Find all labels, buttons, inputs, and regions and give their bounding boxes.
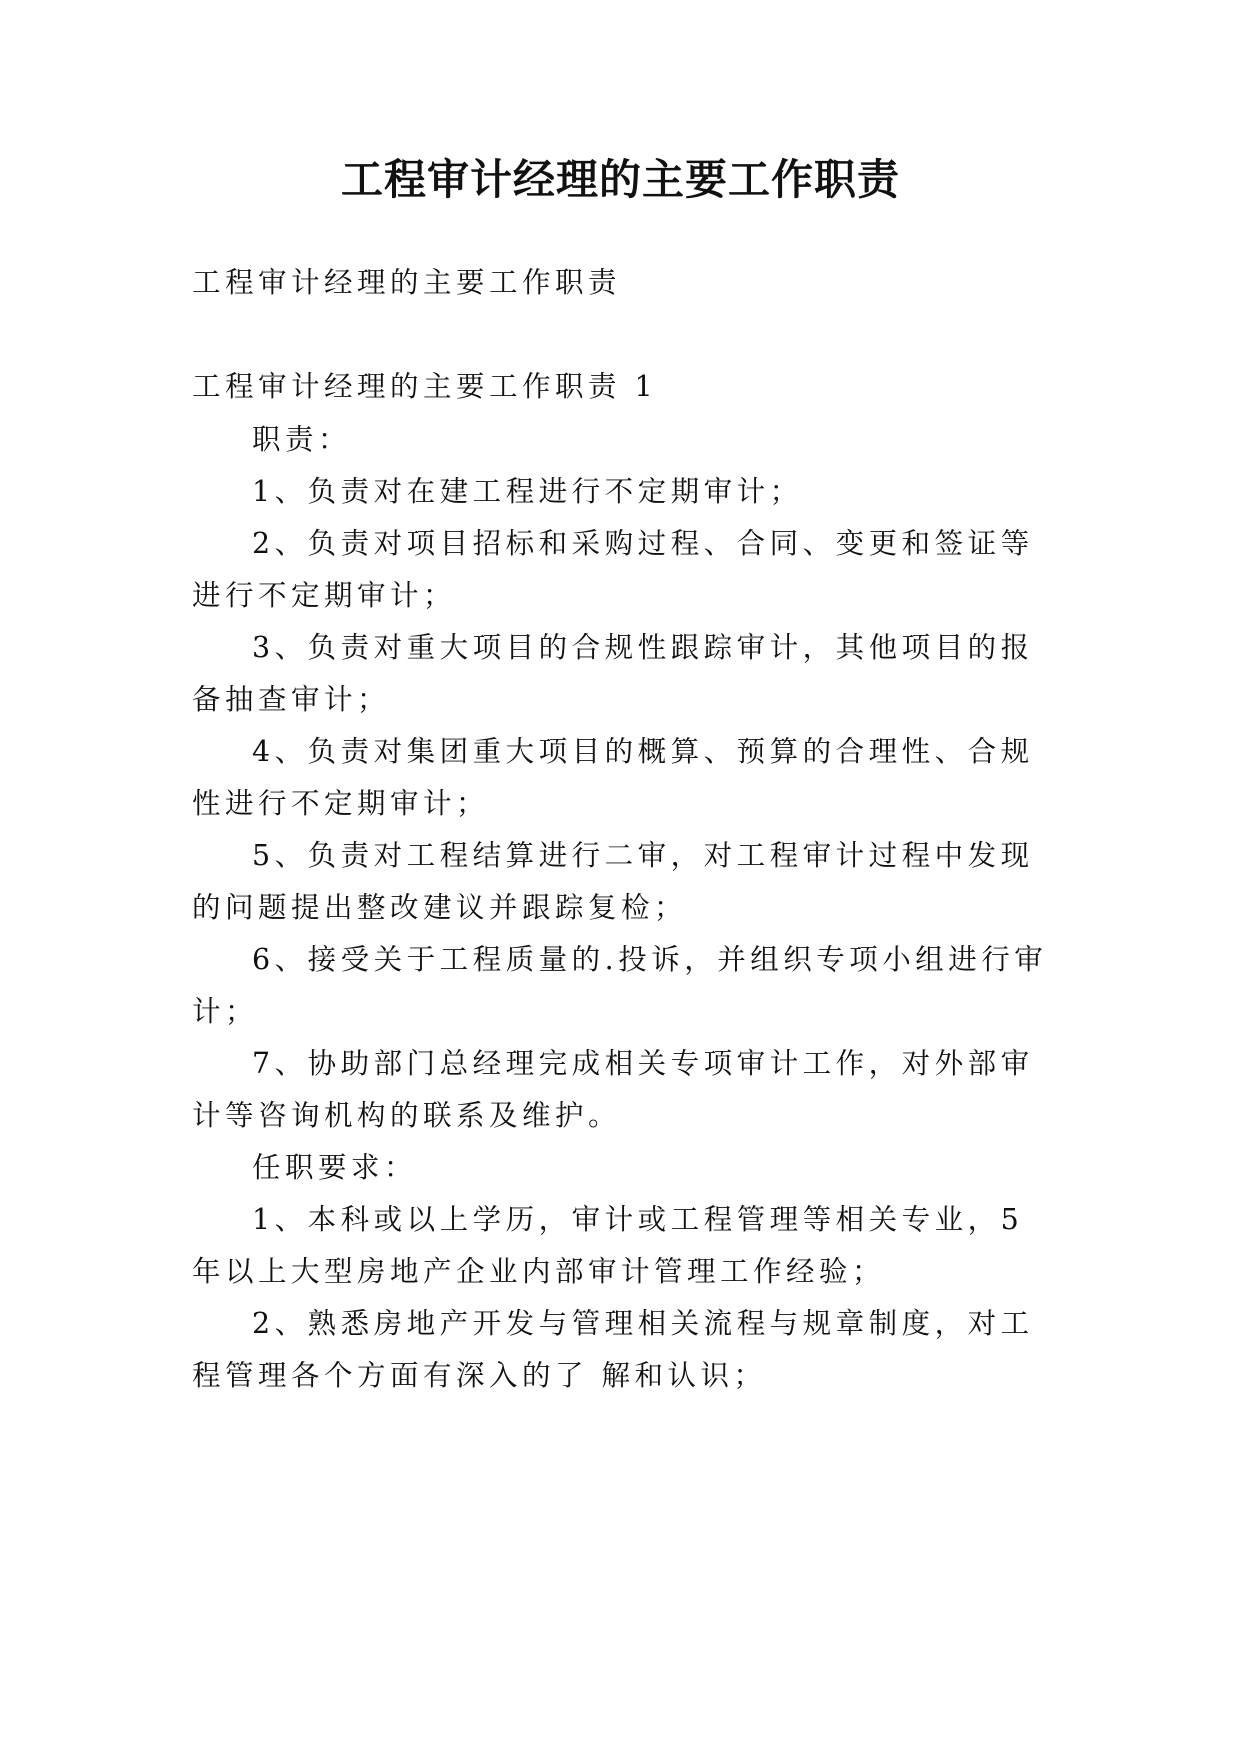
duty-line: 性进行不定期审计； — [192, 787, 490, 820]
duty-line: 5、负责对工程结算进行二审，对工程审计过程中发现 — [252, 839, 1034, 872]
duty-line: 7、协助部门总经理完成相关专项审计工作，对外部审 — [252, 1047, 1034, 1080]
duty-line: 计； — [192, 995, 259, 1028]
duty-line: 3、负责对重大项目的合规性跟踪审计，其他项目的报 — [252, 631, 1034, 664]
duty-line: 6、接受关于工程质量的.投诉，并组织专项小组进行审 — [252, 943, 1048, 976]
duty-line: 4、负责对集团重大项目的概算、预算的合理性、合规 — [252, 735, 1034, 768]
requirement-line: 1、本科或以上学历，审计或工程管理等相关专业，5 — [252, 1203, 1024, 1236]
duty-line: 进行不定期审计； — [192, 579, 457, 612]
duty-line: 1、负责对在建工程进行不定期审计； — [252, 475, 803, 508]
document-subtitle: 工程审计经理的主要工作职责 — [192, 266, 622, 299]
duty-line: 2、负责对项目招标和采购过程、合同、变更和签证等 — [252, 527, 1034, 560]
requirement-line: 年以上大型房地产企业内部审计管理工作经验； — [192, 1255, 886, 1288]
section-heading: 工程审计经理的主要工作职责 1 — [192, 370, 658, 403]
requirements-label: 任职要求： — [252, 1151, 418, 1184]
duty-line: 的问题提出整改建议并跟踪复检； — [192, 891, 688, 924]
duty-line: 计等咨询机构的联系及维护。 — [192, 1099, 622, 1132]
requirement-line: 程管理各个方面有深入的了 解和认识； — [192, 1359, 767, 1392]
duties-label: 职责： — [252, 423, 352, 456]
requirement-line: 2、熟悉房地产开发与管理相关流程与规章制度，对工 — [252, 1307, 1034, 1340]
document-title: 工程审计经理的主要工作职责 — [340, 155, 900, 204]
duty-line: 备抽查审计； — [192, 683, 391, 716]
